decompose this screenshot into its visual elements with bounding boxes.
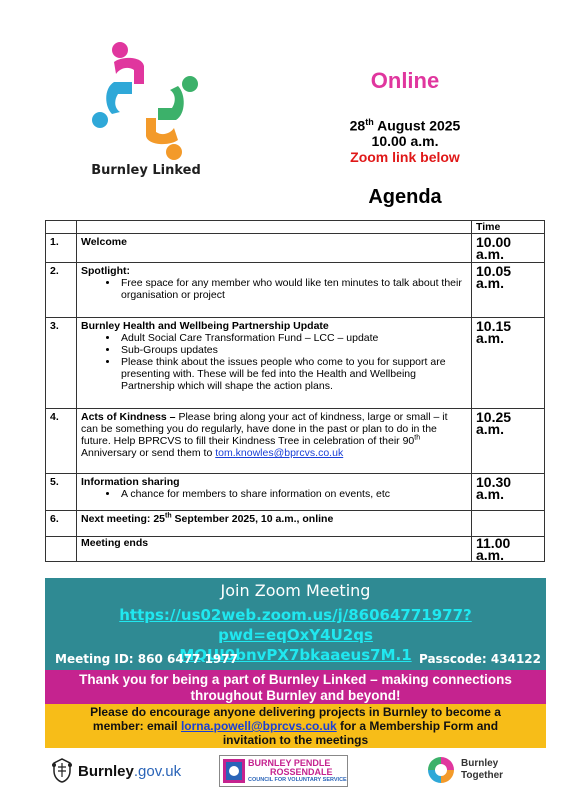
zoom-note: Zoom link below	[350, 149, 460, 165]
passcode: Passcode: 434122	[418, 652, 541, 666]
thanks-banner	[45, 670, 546, 704]
list-item: • Please think about the issues people who come to you for support are presenting with. These will be fed into the Health and Wellbeing Partnership which will shape the action plans.	[119, 356, 467, 392]
email-link-lorna[interactable]: lorna.powell@bprcvs.co.uk	[180, 719, 337, 733]
encourage-line1: Please do encourage anyone delivering projects in Burnley to become a	[90, 705, 501, 719]
bullet-list	[119, 488, 467, 500]
agenda-heading: Agenda	[368, 186, 442, 208]
row-time: 11.00 a.m.	[472, 537, 545, 562]
meeting-time: 10.00 a.m.	[371, 133, 439, 149]
meeting-date	[300, 117, 510, 134]
table-row	[46, 263, 545, 318]
row-number: 3.	[46, 318, 77, 409]
row-title: Burnley Health and Wellbeing Partnership Update	[81, 320, 329, 332]
row-time: 10.25 a.m.	[472, 409, 545, 474]
next-meeting-text: Next meeting: 25	[81, 513, 166, 525]
together-line1: Burnley	[461, 758, 499, 769]
date-suffix: th	[365, 117, 374, 127]
burnley-linked-logo	[82, 40, 210, 190]
row-number: 2.	[46, 263, 77, 318]
council-crest-icon	[50, 757, 74, 783]
date-day: 28	[349, 117, 366, 134]
row-title: Information sharing	[81, 476, 180, 488]
encourage-line2	[45, 719, 546, 733]
row-number: 5.	[46, 474, 77, 511]
ordinal-suffix: th	[414, 434, 421, 442]
row-time: 10.30 a.m.	[472, 474, 545, 511]
linked-people-logo-icon	[82, 40, 210, 162]
row-item	[77, 318, 472, 409]
row-number	[46, 537, 77, 562]
row-title: Spotlight:	[81, 265, 130, 277]
row-time: 10.15 a.m.	[472, 318, 545, 409]
encourage-line3: invitation to the meetings	[222, 733, 369, 747]
thanks-line2: throughout Burnley and beyond!	[190, 688, 401, 703]
burnley-wordmark	[78, 763, 181, 780]
date-rest: August 2025	[373, 117, 461, 134]
row-item	[77, 234, 472, 263]
row-time	[472, 511, 545, 537]
row-text-cont: Anniversary or send them to	[81, 447, 216, 459]
meeting-id: Meeting ID: 860 6477 1977	[55, 652, 238, 666]
row-item	[77, 263, 472, 318]
next-meeting-text-cont: September 2025, 10 a.m., online	[171, 513, 334, 525]
list-item: • Free space for any member who would like ten minutes to talk about their organisation or project	[119, 277, 467, 301]
encourage-line2-start: member: email	[92, 719, 181, 733]
cvs-line1: BURNLEY PENDLE	[248, 758, 331, 768]
encourage-line2-end: for a Membership Form and	[336, 719, 499, 733]
row-item	[77, 409, 472, 474]
table-row	[46, 409, 545, 474]
row-item	[77, 474, 472, 511]
email-link-tom[interactable]: tom.knowles@bprcvs.co.uk	[215, 447, 344, 459]
row-title: Acts of Kindness –	[81, 411, 176, 423]
cvs-line2: ROSSENDALE	[270, 767, 333, 777]
table-row	[46, 474, 545, 511]
row-title: Meeting ends	[81, 537, 149, 549]
bullet-list	[119, 332, 467, 392]
table-row	[46, 537, 545, 562]
together-line2: Together	[461, 770, 504, 781]
table-row	[46, 318, 545, 409]
thanks-line1: Thank you for being a part of Burnley Linked – making connections	[79, 672, 512, 687]
bprcvs-logo	[219, 755, 348, 787]
cvs-line3: COUNCIL FOR VOLUNTARY SERVICE	[248, 777, 347, 783]
row-text: Please bring along your act of kindness, large or small – it can be something you do regularly, have done in the past or plan to do in the future. Help BPRCVS to fill their Kindness Tree in celebration of their 90	[81, 411, 448, 447]
header-blank-item	[77, 221, 472, 234]
row-item	[77, 511, 472, 537]
list-item: • Adult Social Care Transformation Fund – LCC – update	[119, 332, 467, 344]
time-column-header: Time	[472, 221, 545, 234]
together-swirl-icon	[425, 754, 457, 786]
row-time: 10.00 a.m.	[472, 234, 545, 263]
list-item: • A chance for members to share information on events, etc	[119, 488, 467, 500]
burnley-word: Burnley	[78, 763, 134, 780]
row-number: 4.	[46, 409, 77, 474]
table-row	[46, 511, 545, 537]
list-item: • Sub-Groups updates	[119, 344, 467, 356]
burnley-council-logo	[50, 757, 182, 785]
agenda-table	[45, 220, 545, 562]
row-title	[81, 513, 333, 525]
online-heading: Online	[370, 68, 440, 93]
row-number: 6.	[46, 511, 77, 537]
burnley-together-logo	[425, 754, 525, 788]
zoom-title: Join Zoom Meeting	[220, 581, 371, 600]
table-header-row	[46, 221, 545, 234]
header-blank-num	[46, 221, 77, 234]
zoom-link-line2[interactable]: MQUI0bnvPX7bkaaeus7M.1	[179, 646, 412, 664]
table-row	[46, 234, 545, 263]
cvs-emblem-icon	[222, 758, 246, 784]
row-time: 10.05 a.m.	[472, 263, 545, 318]
bullet-list	[119, 277, 467, 301]
gov-suffix: .gov.uk	[133, 763, 182, 780]
zoom-meeting-box	[45, 578, 546, 670]
membership-banner	[45, 704, 546, 748]
logo-text: Burnley Linked	[91, 163, 201, 178]
zoom-link-line1[interactable]: https://us02web.zoom.us/j/86064771977?pwd=eqOxY4U2qs	[119, 606, 472, 644]
row-title: Welcome	[81, 236, 127, 248]
ordinal-suffix: th	[165, 512, 172, 520]
row-number: 1.	[46, 234, 77, 263]
row-item	[77, 537, 472, 562]
